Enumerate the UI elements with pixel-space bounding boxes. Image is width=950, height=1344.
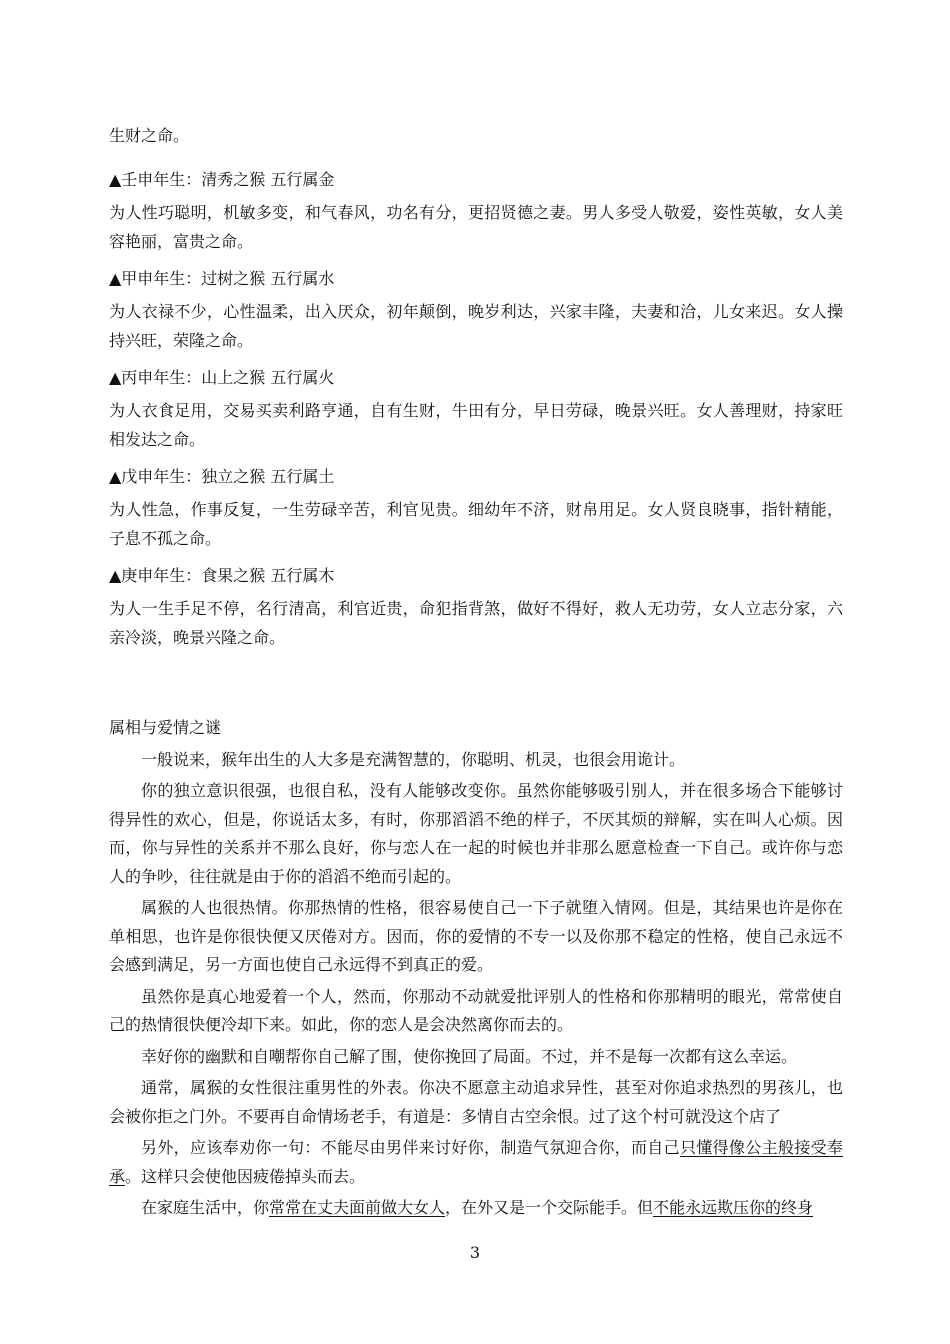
entry-heading: ▲丙申年生：山上之猴 五行属火 bbox=[109, 368, 335, 387]
entry-body: 为人衣食足用，交易买卖利路亨通，自有生财，牛田有分，早日劳碌，晚景兴旺。女人善理财，持家旺相发达之命。 bbox=[109, 401, 843, 449]
article-section bbox=[109, 714, 843, 1223]
entry-heading: ▲戊申年生：独立之猴 五行属土 bbox=[109, 467, 335, 486]
family-text-mid: ，在外又是一个交际能手。但 bbox=[445, 1198, 654, 1217]
entry-bingshen bbox=[109, 364, 843, 454]
section-title: 属相与爱情之谜 bbox=[109, 718, 222, 737]
entry-wushen bbox=[109, 463, 843, 553]
underlined-phrase: 不能永远欺压你的终身 bbox=[653, 1198, 814, 1217]
paragraph-advice bbox=[109, 1134, 843, 1191]
paragraph: 属猴的人也很热情。你那热情的性格，很容易使自己一下子就堕入情网。但是，其结果也许是你在单相思，也许是你很快便又厌倦对方。因而，你的爱情的不专一以及你那不稳定的性格，使自己永远不会感到满足，另一方面也使自己永远得不到真正的爱。 bbox=[109, 898, 843, 974]
entry-heading: ▲甲申年生：过树之猴 五行属水 bbox=[109, 269, 335, 288]
entry-jiashen bbox=[109, 265, 843, 355]
paragraph: 一般说来，猴年出生的人大多是充满智慧的，你聪明、机灵，也很会用诡计。 bbox=[141, 749, 686, 769]
entry-body: 为人性巧聪明，机敏多变，和气春风，功名有分，更招贤德之妻。男人多受人敬爱，姿性英敏，女人美容艳丽，富贵之命。 bbox=[109, 203, 843, 251]
entry-body: 为人性急，作事反复，一生劳碌辛苦，利官见贵。细幼年不济，财帛用足。女人贤良晓事，指针精能，子息不孤之命。 bbox=[109, 500, 843, 548]
paragraph: 你的独立意识很强，也很自私，没有人能够改变你。虽然你能够吸引别人，并在很多场合下能够讨得异性的欢心，但是，你说话太多，有时，你那滔滔不绝的样子，不厌其烦的辩解，实在叫人心烦。因而，你与异性的关系并不那么良好，你与恋人在一起的时候也并非那么愿意检查一下自己。或许你与恋人的争吵，往往就是由于你的滔滔不绝而引起的。 bbox=[109, 781, 843, 886]
entry-renshen bbox=[109, 166, 843, 256]
page-number: 3 bbox=[469, 1243, 481, 1262]
paragraph: 通常，属猴的女性很注重男性的外表。你决不愿意主动追求异性，甚至对你追求热烈的男孩儿，也会被你拒之门外。不要再自命情场老手，有道是：多情自古空余恨。过了这个村可就没这个店了 bbox=[109, 1078, 843, 1126]
underlined-phrase: 只懂得像公主般接受奉承 bbox=[109, 1138, 843, 1186]
entry-body: 为人衣禄不少，心性温柔，出入厌众，初年颠倒，晚岁利达，兴家丰隆，夫妻和洽，儿女来迟。女人操持兴旺，荣隆之命。 bbox=[109, 302, 843, 350]
paragraph: 虽然你是真心地爱着一个人，然而，你那动不动就爱批评别人的性格和你那精明的眼光，常常使自己的热情很快便冷却下来。如此，你的恋人是会决然离你而去的。 bbox=[109, 986, 843, 1034]
entry-gengshen bbox=[109, 562, 843, 652]
advice-text-end: 。这样只会使他因疲倦掉头而去。 bbox=[125, 1166, 366, 1186]
entry-heading: ▲庚申年生：食果之猴 五行属木 bbox=[109, 566, 335, 585]
advice-text: 另外，应该奉劝你一句：不能尽由男伴来讨好你，制造气氛迎合你，而自己 bbox=[141, 1138, 680, 1157]
top-block bbox=[109, 122, 843, 151]
top-line: 生财之命。 bbox=[109, 126, 190, 145]
paragraph: 幸好你的幽默和自嘲帮你自己解了围，使你挽回了局面。不过，并不是每一次都有这么幸运。 bbox=[141, 1046, 798, 1066]
paragraph-family bbox=[109, 1194, 843, 1223]
family-text: 在家庭生活中，你 bbox=[141, 1198, 270, 1217]
underlined-phrase: 常常在丈夫面前做大女人 bbox=[269, 1198, 446, 1217]
entry-heading: ▲壬申年生：清秀之猴 五行属金 bbox=[109, 170, 335, 189]
entry-body: 为人一生手足不停，名行清高，利官近贵，命犯指背煞，做好不得好，救人无功劳，女人立志分家，六亲冷淡，晚景兴隆之命。 bbox=[109, 599, 843, 647]
